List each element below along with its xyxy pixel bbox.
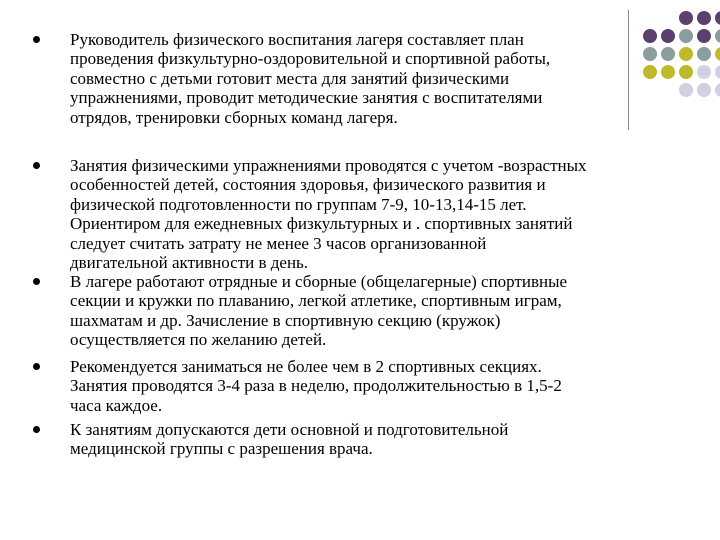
decorative-dot — [697, 65, 711, 79]
decorative-dot — [679, 83, 693, 97]
decorative-dot — [715, 83, 720, 97]
decorative-dot — [679, 29, 693, 43]
bullet-text-line: отрядов, тренировки сборных команд лагеря. — [70, 107, 398, 127]
decorative-dot — [679, 47, 693, 61]
decorative-dot — [697, 47, 711, 61]
decorative-dot — [661, 47, 675, 61]
bullet-text-line: осуществляется по желанию детей. — [70, 330, 327, 350]
bullet-text-line: упражнениями, проводит методические занятия с воспитателями — [70, 88, 543, 108]
bullet-dot-icon — [33, 162, 40, 169]
bullet-text-line: медицинской группы с разрешения врача. — [70, 439, 373, 459]
bullet-dot-icon — [33, 426, 40, 433]
decorative-dot — [697, 83, 711, 97]
decorative-dot — [697, 29, 711, 43]
decorative-dot — [679, 11, 693, 25]
bullet-text-line: Руководитель физического воспитания лагеря составляет план — [70, 30, 524, 49]
bullet-text-line: проведения физкультурно-оздоровительной и спортивной работы, — [70, 49, 551, 69]
bullet-item — [70, 156, 650, 272]
decorative-dot — [715, 29, 720, 43]
bullet-text-line: двигательной активности в день. — [70, 253, 309, 273]
bullet-text-line: совместно с детьми готовит места для занятий физическими — [70, 68, 510, 88]
bullet-dot-icon — [33, 278, 40, 285]
decorative-dot — [697, 11, 711, 25]
decorative-dot — [715, 11, 720, 25]
bullet-text-line: Занятия проводятся 3-4 раза в неделю, продолжительностью в 1,5-2 — [70, 376, 562, 396]
bullet-text-line: часа каждое. — [70, 395, 163, 415]
bullet-item — [70, 272, 650, 350]
bullet-text-line: Рекомендуется заниматься не более чем в 2 спортивных секциях. — [70, 357, 542, 376]
bullet-item — [70, 30, 650, 127]
decorative-dot — [679, 65, 693, 79]
bullet-text-line: физической подготовленности по группам 7-9, 10-13,14-15 лет. — [70, 194, 527, 214]
decorative-dot — [715, 65, 720, 79]
decorative-dot — [661, 29, 675, 43]
decorative-dot — [661, 65, 675, 79]
bullet-text-line: особенностей детей, состояния здоровья, физического развития и — [70, 175, 546, 195]
bullet-dot-icon — [33, 36, 40, 43]
bullet-text-line: В лагере работают отрядные и сборные (общелагерные) спортивные — [70, 272, 568, 291]
bullet-item — [70, 357, 650, 415]
bullet-item — [70, 420, 650, 459]
bullet-text-line: секции и кружки по плаванию, легкой атлетике, спортивным играм, — [70, 291, 562, 311]
bullet-text-line: Занятия физическими упражнениями проводятся с учетом -возрастных — [70, 156, 587, 175]
bullet-text-line: Ориентиром для ежедневных физкультурных и . спортивных занятий — [70, 214, 573, 234]
bullet-text-line: шахматам и др. Зачисление в спортивную секцию (кружок) — [70, 310, 501, 330]
bullet-text-line: следует считать затрату не менее 3 часов организованной — [70, 233, 487, 253]
bullet-text-line: К занятиям допускаются дети основной и подготовительной — [70, 420, 509, 439]
bullet-dot-icon — [33, 363, 40, 370]
decorative-dot — [715, 47, 720, 61]
